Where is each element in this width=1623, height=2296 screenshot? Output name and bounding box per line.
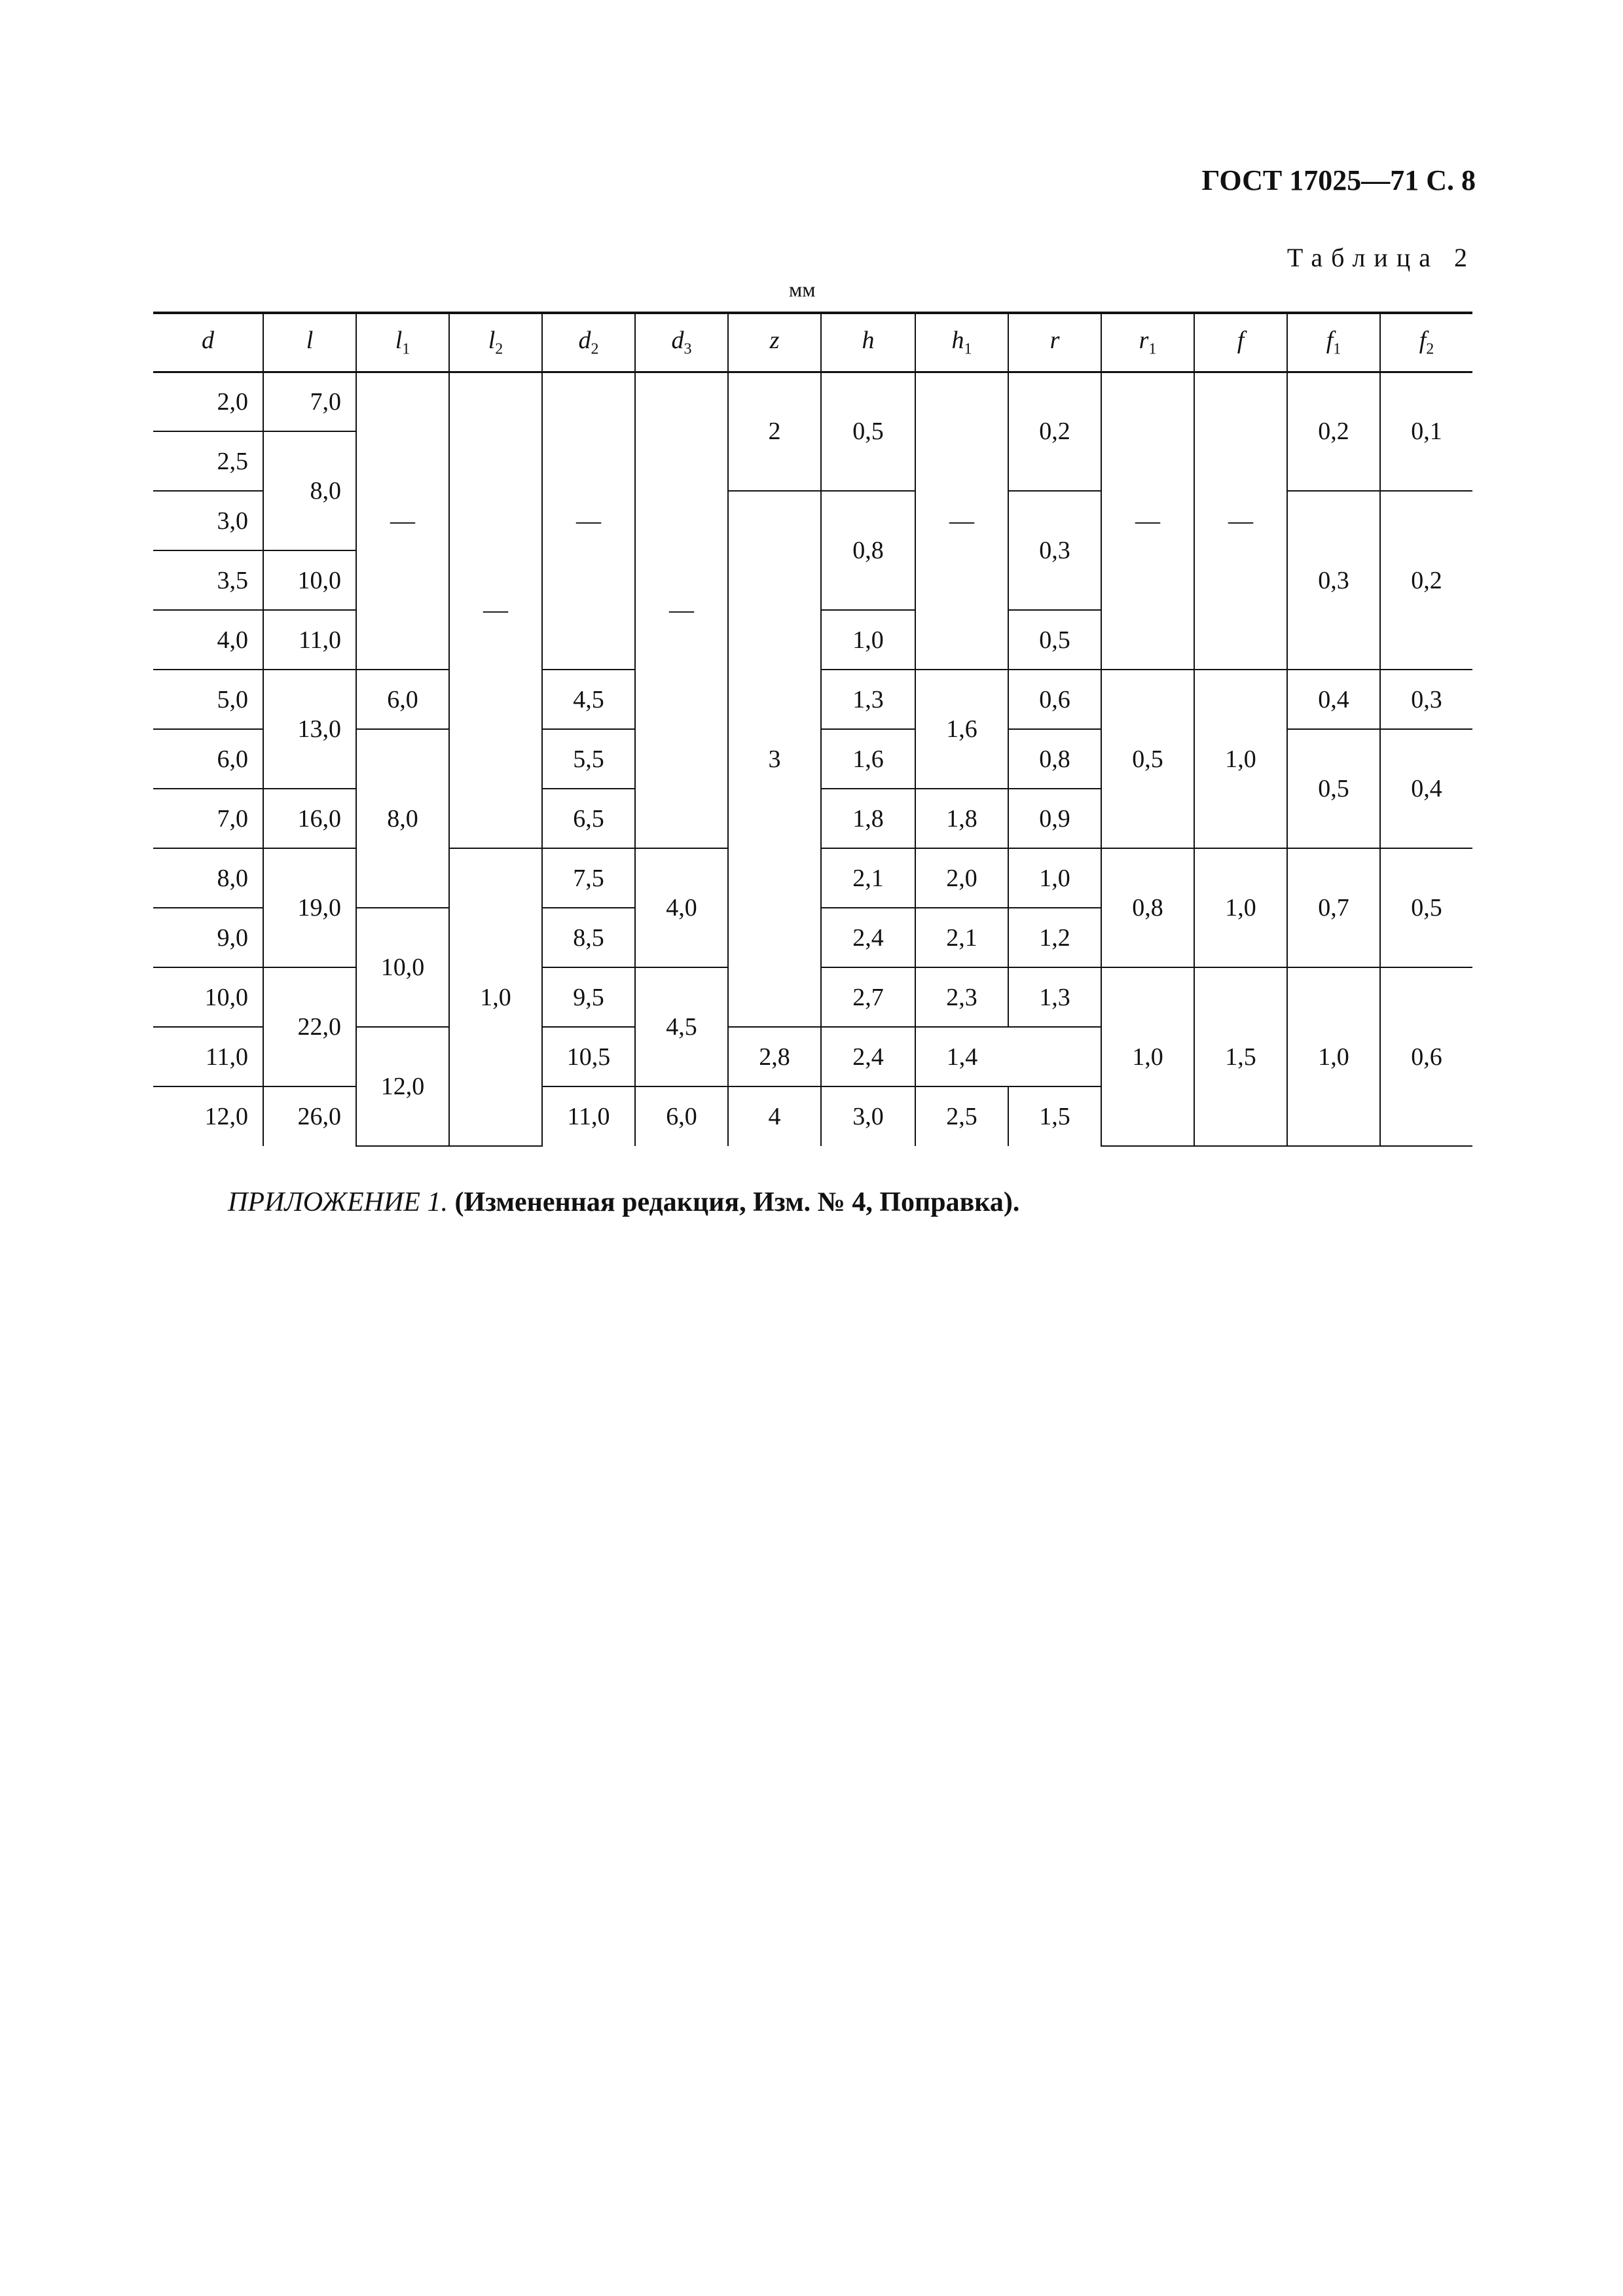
cell-h1: —: [915, 372, 1008, 670]
cell-r: 1,5: [1008, 1086, 1101, 1146]
cell-d: 12,0: [153, 1086, 263, 1146]
cell-f1: 0,4: [1287, 670, 1380, 729]
cell-h: 2,4: [821, 908, 915, 967]
appendix-note: [228, 1187, 1019, 1218]
appendix-note-text: (Измененная редакция, Изм. № 4, Поправка).: [447, 1187, 1020, 1217]
cell-r: 1,3: [1008, 967, 1101, 1027]
cell-d2: 6,5: [542, 789, 635, 848]
cell-d3: —: [635, 372, 728, 848]
cell-h: 2,8: [728, 1027, 821, 1086]
cell-r: 0,5: [1008, 610, 1101, 670]
cell-d2: 7,5: [542, 848, 635, 908]
cell-h: 1,8: [821, 789, 915, 848]
cell-l: 22,0: [263, 967, 356, 1086]
col-header-f: f: [1194, 313, 1287, 372]
cell-z: 3: [728, 491, 821, 1027]
cell-l: 26,0: [263, 1086, 356, 1146]
cell-z: 2: [728, 372, 821, 491]
cell-f: 1,0: [1194, 848, 1287, 967]
col-header-h1: $h_1$: [915, 313, 1008, 372]
document-header: ГОСТ 17025—71 С. 8: [1201, 164, 1476, 196]
cell-f1: 0,2: [1287, 372, 1380, 491]
col-header-l2: $l_2$: [449, 313, 542, 372]
cell-l1: 6,0: [356, 670, 449, 729]
units-label: мм: [789, 278, 816, 301]
cell-l: 10,0: [263, 550, 356, 610]
cell-l: 8,0: [263, 431, 356, 550]
cell-d: 3,5: [153, 550, 263, 610]
col-header-h: h: [821, 313, 915, 372]
cell-d2: 9,5: [542, 967, 635, 1027]
cell-l1: 12,0: [356, 1027, 449, 1146]
cell-d2: 10,5: [542, 1027, 635, 1086]
cell-f: 1,5: [1194, 967, 1287, 1146]
cell-h1: 1,8: [915, 789, 1008, 848]
cell-r: 1,0: [1008, 848, 1101, 908]
col-header-f2: $f_2$: [1380, 313, 1472, 372]
cell-f1: 0,5: [1287, 729, 1380, 848]
table-header-row: [153, 313, 1472, 372]
cell-l: 16,0: [263, 789, 356, 848]
cell-f: —: [1194, 372, 1287, 670]
col-header-d3: $d_3$: [635, 313, 728, 372]
cell-l: 13,0: [263, 670, 356, 789]
cell-d2: 8,5: [542, 908, 635, 967]
cell-l: 7,0: [263, 372, 356, 431]
cell-d3: 4,5: [635, 967, 728, 1086]
col-header-d2: $d_2$: [542, 313, 635, 372]
col-header-r1: $r_1$: [1101, 313, 1194, 372]
cell-d: 2,0: [153, 372, 263, 431]
cell-d: 8,0: [153, 848, 263, 908]
cell-d: 2,5: [153, 431, 263, 491]
cell-r: 0,2: [1008, 372, 1101, 491]
table-label: Таблица 2: [1286, 243, 1476, 272]
cell-r: 0,8: [1008, 729, 1101, 789]
cell-r1: 0,8: [1101, 848, 1194, 967]
appendix-note-prefix: ПРИЛОЖЕНИЕ 1.: [228, 1187, 448, 1217]
cell-r: 1,2: [1008, 908, 1101, 967]
cell-r1: 0,5: [1101, 670, 1194, 848]
cell-f2: 0,2: [1380, 491, 1472, 670]
cell-d: 7,0: [153, 789, 263, 848]
cell-z: 4: [728, 1086, 821, 1146]
cell-h: 1,6: [821, 729, 915, 789]
cell-h1: 2,3: [915, 967, 1008, 1027]
cell-h1: 2,5: [915, 1086, 1008, 1146]
cell-l2: 1,0: [449, 848, 542, 1146]
cell-d: 11,0: [153, 1027, 263, 1086]
cell-l2: —: [449, 372, 542, 848]
cell-h: 0,5: [821, 372, 915, 491]
cell-l1: —: [356, 372, 449, 670]
cell-r: 0,6: [1008, 670, 1101, 729]
cell-h: 2,1: [821, 848, 915, 908]
col-header-f1: $f_1$: [1287, 313, 1380, 372]
cell-d: 9,0: [153, 908, 263, 967]
cell-h: 1,3: [821, 670, 915, 729]
cell-d3: 4,0: [635, 848, 728, 967]
cell-h1: 2,0: [915, 848, 1008, 908]
cell-d2: 11,0: [542, 1086, 635, 1146]
cell-l: 19,0: [263, 848, 356, 967]
cell-l1: 8,0: [356, 729, 449, 908]
col-header-z: z: [728, 313, 821, 372]
table-row: [153, 372, 1472, 431]
cell-h: 3,0: [821, 1086, 915, 1146]
cell-d: 6,0: [153, 729, 263, 789]
col-header-d: d: [153, 313, 263, 372]
cell-r1: 1,0: [1101, 967, 1194, 1146]
cell-f: 1,0: [1194, 670, 1287, 848]
col-header-r: r: [1008, 313, 1101, 372]
cell-f1: 0,3: [1287, 491, 1380, 670]
cell-d: 10,0: [153, 967, 263, 1027]
cell-d: 3,0: [153, 491, 263, 550]
cell-f2: 0,5: [1380, 848, 1472, 967]
cell-r: 0,9: [1008, 789, 1101, 848]
col-header-l1: $l_1$: [356, 313, 449, 372]
cell-d3: 6,0: [635, 1086, 728, 1146]
cell-r: 0,3: [1008, 491, 1101, 610]
cell-d2: 5,5: [542, 729, 635, 789]
dimensions-table: [153, 312, 1472, 1147]
cell-d2: 4,5: [542, 670, 635, 729]
cell-h1: 1,6: [915, 670, 1008, 789]
cell-d: 4,0: [153, 610, 263, 670]
cell-h: 2,7: [821, 967, 915, 1027]
cell-f2: 0,1: [1380, 372, 1472, 491]
cell-f1: 0,7: [1287, 848, 1380, 967]
cell-h: 0,8: [821, 491, 915, 610]
cell-f1: 1,0: [1287, 967, 1380, 1146]
cell-d2: —: [542, 372, 635, 670]
cell-h1: 2,1: [915, 908, 1008, 967]
cell-f2: 0,6: [1380, 967, 1472, 1146]
cell-h1: 2,4: [821, 1027, 915, 1086]
cell-h: 1,0: [821, 610, 915, 670]
cell-d: 5,0: [153, 670, 263, 729]
cell-l1: 10,0: [356, 908, 449, 1027]
cell-r: 1,4: [915, 1027, 1008, 1086]
cell-f2: 0,4: [1380, 729, 1472, 848]
cell-f2: 0,3: [1380, 670, 1472, 729]
col-header-l: l: [263, 313, 356, 372]
cell-r1: —: [1101, 372, 1194, 670]
cell-l: 11,0: [263, 610, 356, 670]
